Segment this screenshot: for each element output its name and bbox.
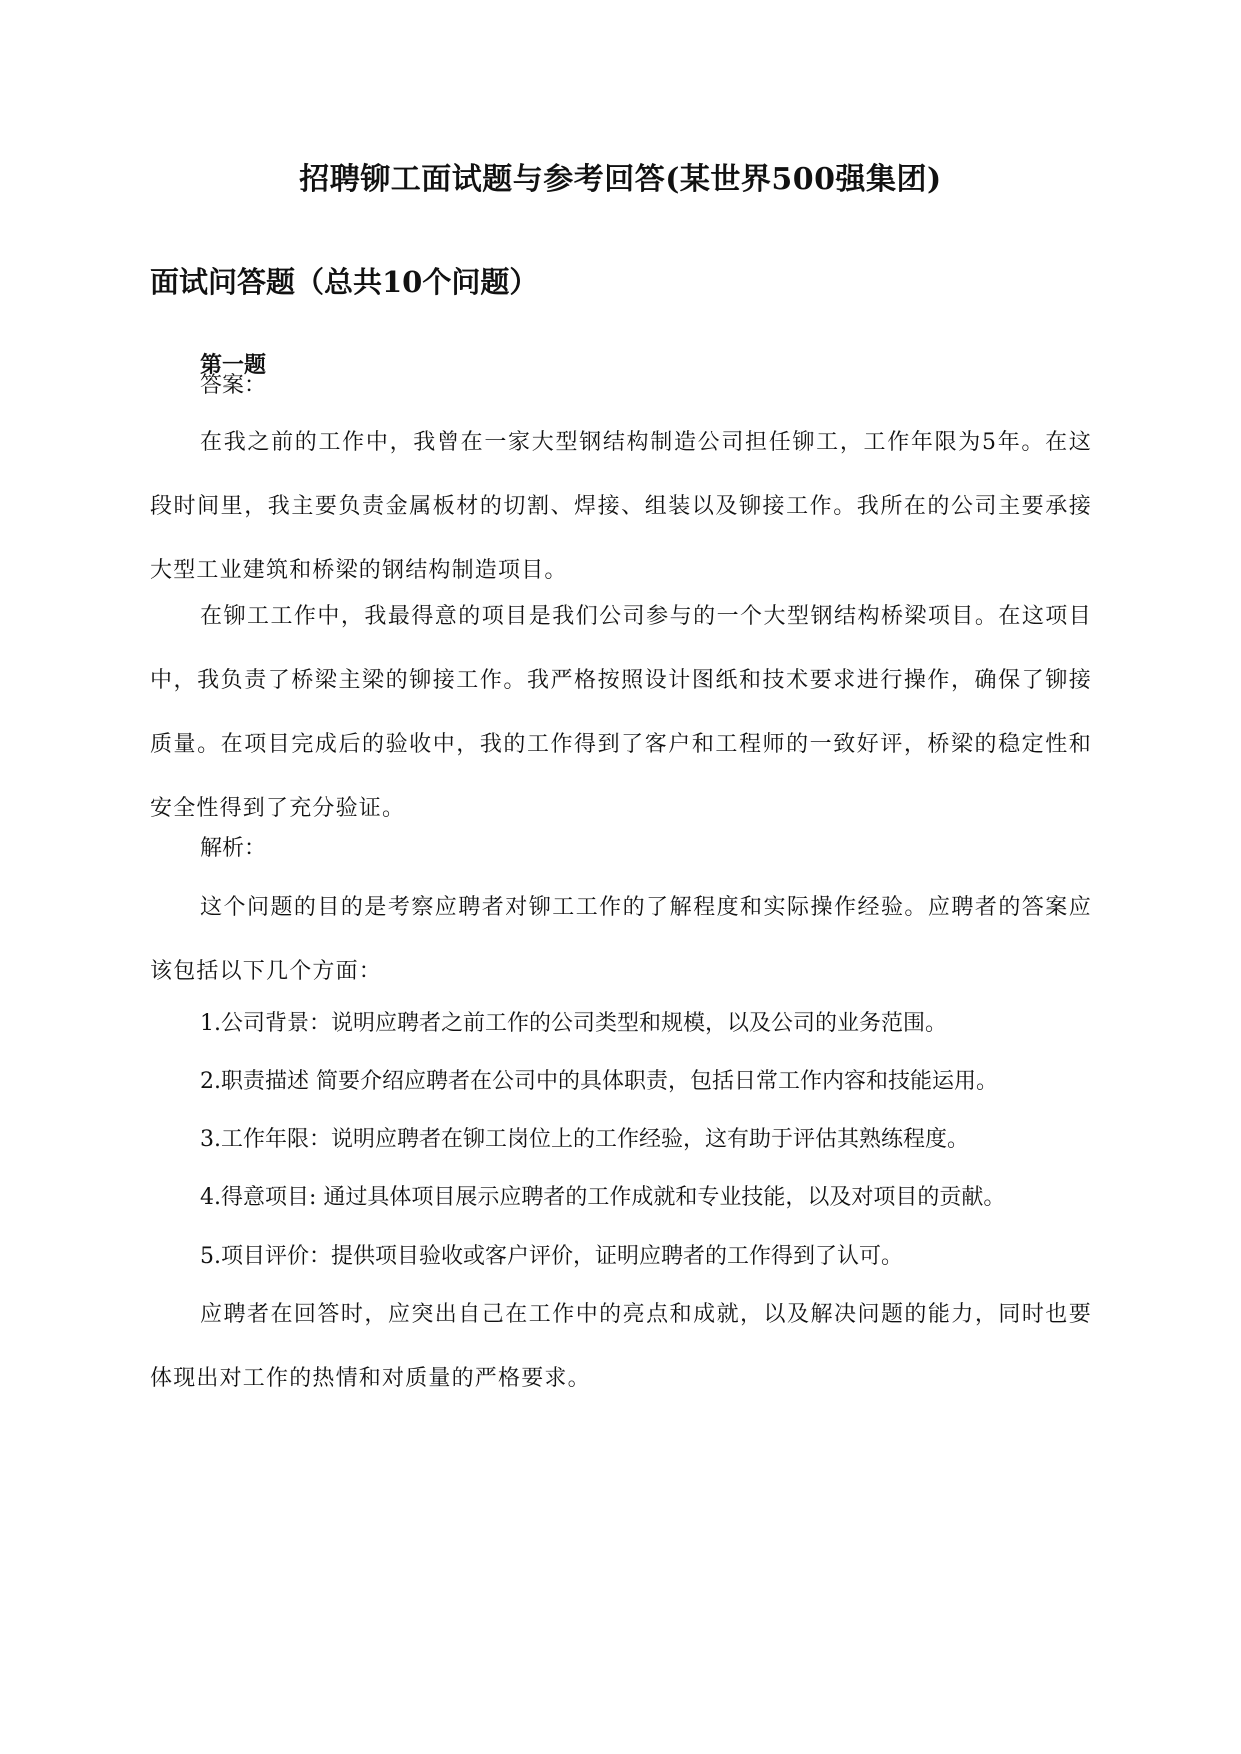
analysis-point-2: 2.职责描述 简要介绍应聘者在公司中的具体职责，包括日常工作内容和技能运用。: [200, 1069, 998, 1094]
section-title: 面试问答题（总共10个问题）: [150, 265, 539, 299]
analysis-point-5: 5.项目评价：提供项目验收或客户评价，证明应聘者的工作得到了认可。: [200, 1244, 903, 1269]
analysis-point-1: 1.公司背景：说明应聘者之前工作的公司类型和规模，以及公司的业务范围。: [200, 1011, 947, 1036]
analysis-conclusion: 应聘者在回答时，应突出自己在工作中的亮点和成就，以及解决问题的能力，同时也要体现出对工作的热情和对质量的严格要求。: [150, 1302, 1092, 1391]
answer-paragraph-2: 在铆工工作中，我最得意的项目是我们公司参与的一个大型钢结构桥梁项目。在这项目中，我负责了桥梁主梁的铆接工作。我严格按照设计图纸和技术要求进行操作，确保了铆接质量。在项目完成后的验收中，我的工作得到了客户和工程师的一致好评，桥梁的稳定性和安全性得到了充分验证。: [150, 604, 1092, 821]
analysis-intro: 这个问题的目的是考察应聘者对铆工工作的了解程度和实际操作经验。应聘者的答案应该包括以下几个方面：: [150, 895, 1092, 984]
question-title: 第一题: [200, 352, 267, 378]
analysis-label: 解析：: [200, 836, 267, 861]
answer-label: 答案：: [200, 373, 267, 398]
analysis-point-3: 3.工作年限：说明应聘者在铆工岗位上的工作经验，这有助于评估其熟练程度。: [200, 1127, 969, 1152]
answer-paragraph-1: 在我之前的工作中，我曾在一家大型钢结构制造公司担任铆工，工作年限为5年。在这段时间里，我主要负责金属板材的切割、焊接、组装以及铆接工作。我所在的公司主要承接大型工业建筑和桥梁的钢结构制造项目。: [150, 430, 1092, 583]
document-title: 招聘铆工面试题与参考回答(某世界500强集团): [299, 162, 942, 197]
analysis-point-4: 4.得意项目: 通过具体项目展示应聘者的工作成就和专业技能，以及对项目的贡献。: [200, 1185, 1006, 1210]
